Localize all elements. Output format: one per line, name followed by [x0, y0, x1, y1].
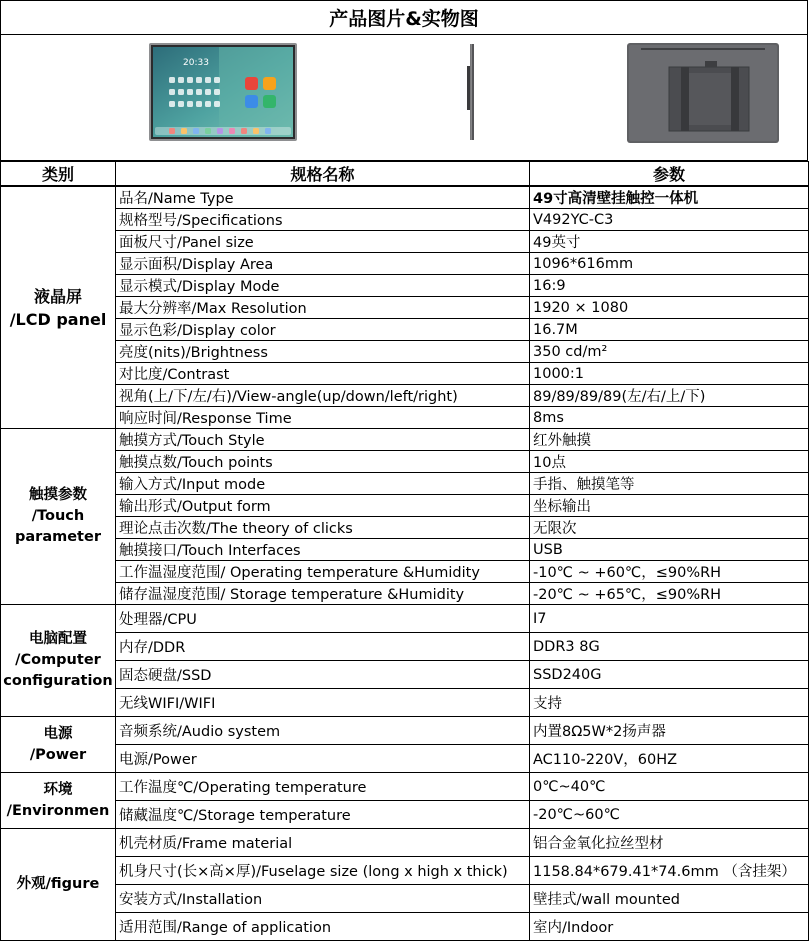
- spec-name-cell: 储藏温度℃/Storage temperature: [116, 801, 530, 829]
- spec-name-cell: 工作温湿度范围/ Operating temperature &Humidity: [116, 561, 530, 583]
- spec-value-cell: 1096*616mm: [530, 253, 809, 275]
- spec-name-cell: 响应时间/Response Time: [116, 407, 530, 429]
- spec-name-cell: 显示模式/Display Mode: [116, 275, 530, 297]
- app-icon: [263, 77, 276, 90]
- table-row: [1, 801, 809, 829]
- category-label: /LCD panel: [9, 309, 107, 329]
- spec-value-cell: 支持: [530, 689, 809, 717]
- table-row: [1, 319, 809, 341]
- app-icon: [245, 77, 258, 90]
- spec-value-cell: -20℃~60℃: [530, 801, 809, 829]
- category-label: 外观/figure: [16, 876, 100, 892]
- spec-value-cell: 89/89/89/89(左/右/上/下): [530, 385, 809, 407]
- table-row: [1, 341, 809, 363]
- app-icon: [196, 89, 202, 95]
- app-icon: [196, 101, 202, 107]
- table-row: [1, 583, 809, 605]
- spec-name-cell: 机壳材质/Frame material: [116, 829, 530, 857]
- spec-value-cell: 手指、触摸笔等: [530, 473, 809, 495]
- front-view-image: [149, 43, 297, 141]
- app-icon: [205, 77, 211, 83]
- spec-value-cell: -10℃ ~ +60℃，≤90%RH: [530, 561, 809, 583]
- spec-name-cell: 工作温度℃/Operating temperature: [116, 773, 530, 801]
- app-icon: [205, 89, 211, 95]
- table-row: [1, 385, 809, 407]
- spec-value-cell: 红外触摸: [530, 429, 809, 451]
- category-cell: [1, 186, 116, 429]
- spec-value-cell: SSD240G: [530, 661, 809, 689]
- spec-name-cell: 最大分辨率/Max Resolution: [116, 297, 530, 319]
- table-row: [1, 451, 809, 473]
- spec-name-cell: 规格型号/Specifications: [116, 209, 530, 231]
- table-row: [1, 429, 809, 451]
- table-row: [1, 633, 809, 661]
- table-row: [1, 605, 809, 633]
- table-row: [1, 561, 809, 583]
- category-label: configuration: [3, 673, 113, 689]
- app-icon: [178, 101, 184, 107]
- spec-name-cell: 触摸点数/Touch points: [116, 451, 530, 473]
- spec-name-cell: 固态硬盘/SSD: [116, 661, 530, 689]
- app-icon: [178, 89, 184, 95]
- spec-name-cell: 视角(上/下/左/右)/View-angle(up/down/left/right): [116, 385, 530, 407]
- table-row: [1, 517, 809, 539]
- table-row: [1, 186, 809, 209]
- app-icon: [187, 77, 193, 83]
- app-icon: [205, 101, 211, 107]
- spec-name-cell: 显示面积/Display Area: [116, 253, 530, 275]
- table-row: [1, 407, 809, 429]
- app-icon: [169, 77, 175, 83]
- table-row: [1, 297, 809, 319]
- spec-name-cell: 安装方式/Installation: [116, 885, 530, 913]
- spec-table: [0, 161, 809, 941]
- category-label: 电脑配置: [29, 631, 87, 647]
- table-row: [1, 661, 809, 689]
- app-icon: [214, 101, 220, 107]
- header-value: 参数: [530, 162, 809, 187]
- category-cell: [1, 605, 116, 717]
- spec-name-cell: 处理器/CPU: [116, 605, 530, 633]
- table-row: [1, 885, 809, 913]
- category-label: parameter: [15, 529, 101, 545]
- page-title: 产品图片&实物图: [0, 0, 808, 35]
- spec-value-cell: AC110-220V，60HZ: [530, 745, 809, 773]
- spec-value-cell: 8ms: [530, 407, 809, 429]
- table-row: [1, 689, 809, 717]
- table-row: [1, 363, 809, 385]
- table-row: [1, 253, 809, 275]
- spec-value-cell: V492YC-C3: [530, 209, 809, 231]
- spec-value-cell: 16:9: [530, 275, 809, 297]
- table-row: [1, 275, 809, 297]
- table-row: [1, 473, 809, 495]
- spec-value-cell: 壁挂式/wall mounted: [530, 885, 809, 913]
- spec-value-cell: -20℃ ~ +65℃，≤90%RH: [530, 583, 809, 605]
- side-view-image: [467, 44, 477, 140]
- spec-name-cell: 亮度(nits)/Brightness: [116, 341, 530, 363]
- category-label: /Environmen: [6, 802, 110, 819]
- spec-value-cell: 1158.84*679.41*74.6mm （含挂架）: [530, 857, 809, 885]
- category-label: 触摸参数: [29, 487, 87, 503]
- header-spec-name: 规格名称: [116, 162, 530, 187]
- spec-value-cell: I7: [530, 605, 809, 633]
- header-category: 类别: [1, 162, 116, 187]
- table-header-row: [1, 162, 809, 187]
- category-label: 环境: [43, 781, 73, 798]
- spec-value-cell: 室内/Indoor: [530, 913, 809, 941]
- category-label: /Touch: [31, 508, 85, 524]
- spec-name-cell: 机身尺寸(长×高×厚)/Fuselage size (long x high x thick): [116, 857, 530, 885]
- spec-name-cell: 理论点击次数/The theory of clicks: [116, 517, 530, 539]
- table-row: [1, 829, 809, 857]
- spec-name-cell: 内存/DDR: [116, 633, 530, 661]
- table-row: [1, 745, 809, 773]
- app-icon: [178, 77, 184, 83]
- table-row: [1, 913, 809, 941]
- app-icon: [214, 89, 220, 95]
- app-icon: [214, 77, 220, 83]
- spec-value-cell: 无限次: [530, 517, 809, 539]
- table-row: [1, 495, 809, 517]
- spec-name-cell: 输出形式/Output form: [116, 495, 530, 517]
- spec-value-cell: 坐标输出: [530, 495, 809, 517]
- app-icon: [169, 101, 175, 107]
- product-photo-strip: [0, 34, 808, 162]
- back-view-image: [627, 43, 779, 143]
- app-icon: [187, 89, 193, 95]
- spec-value-cell: 49英寸: [530, 231, 809, 253]
- spec-value-cell: 49寸高清壁挂触控一体机: [530, 186, 809, 209]
- spec-value-cell: 1000:1: [530, 363, 809, 385]
- table-row: [1, 209, 809, 231]
- spec-name-cell: 面板尺寸/Panel size: [116, 231, 530, 253]
- category-label: 液晶屏: [33, 286, 82, 306]
- spec-value-cell: 1920 × 1080: [530, 297, 809, 319]
- table-row: [1, 231, 809, 253]
- spec-name-cell: 无线WIFI/WIFI: [116, 689, 530, 717]
- app-icon: [196, 77, 202, 83]
- spec-value-cell: 16.7M: [530, 319, 809, 341]
- app-icon: [169, 89, 175, 95]
- app-icon: [263, 95, 276, 108]
- spec-name-cell: 触摸方式/Touch Style: [116, 429, 530, 451]
- category-label: /Computer: [15, 652, 101, 668]
- category-cell: [1, 717, 116, 773]
- spec-name-cell: 音频系统/Audio system: [116, 717, 530, 745]
- front-clock-text: 20:33: [183, 58, 209, 68]
- app-icon: [187, 101, 193, 107]
- spec-name-cell: 储存温湿度范围/ Storage temperature &Humidity: [116, 583, 530, 605]
- spec-name-cell: 电源/Power: [116, 745, 530, 773]
- app-icon: [245, 95, 258, 108]
- spec-value-cell: 铝合金氧化拉丝型材: [530, 829, 809, 857]
- spec-name-cell: 显示色彩/Display color: [116, 319, 530, 341]
- category-cell: [1, 773, 116, 829]
- spec-value-cell: 350 cd/m²: [530, 341, 809, 363]
- category-cell: [1, 429, 116, 605]
- spec-value-cell: 10点: [530, 451, 809, 473]
- spec-value-cell: 0℃~40℃: [530, 773, 809, 801]
- spec-name-cell: 适用范围/Range of application: [116, 913, 530, 941]
- spec-name-cell: 品名/Name Type: [116, 186, 530, 209]
- spec-name-cell: 对比度/Contrast: [116, 363, 530, 385]
- spec-value-cell: DDR3 8G: [530, 633, 809, 661]
- category-label: /Power: [29, 746, 87, 763]
- table-row: [1, 773, 809, 801]
- table-row: [1, 539, 809, 561]
- category-label: 电源: [43, 725, 73, 742]
- spec-name-cell: 触摸接口/Touch Interfaces: [116, 539, 530, 561]
- table-row: [1, 857, 809, 885]
- category-cell: [1, 829, 116, 941]
- spec-value-cell: 内置8Ω5W*2扬声器: [530, 717, 809, 745]
- spec-value-cell: USB: [530, 539, 809, 561]
- table-row: [1, 717, 809, 745]
- spec-name-cell: 输入方式/Input mode: [116, 473, 530, 495]
